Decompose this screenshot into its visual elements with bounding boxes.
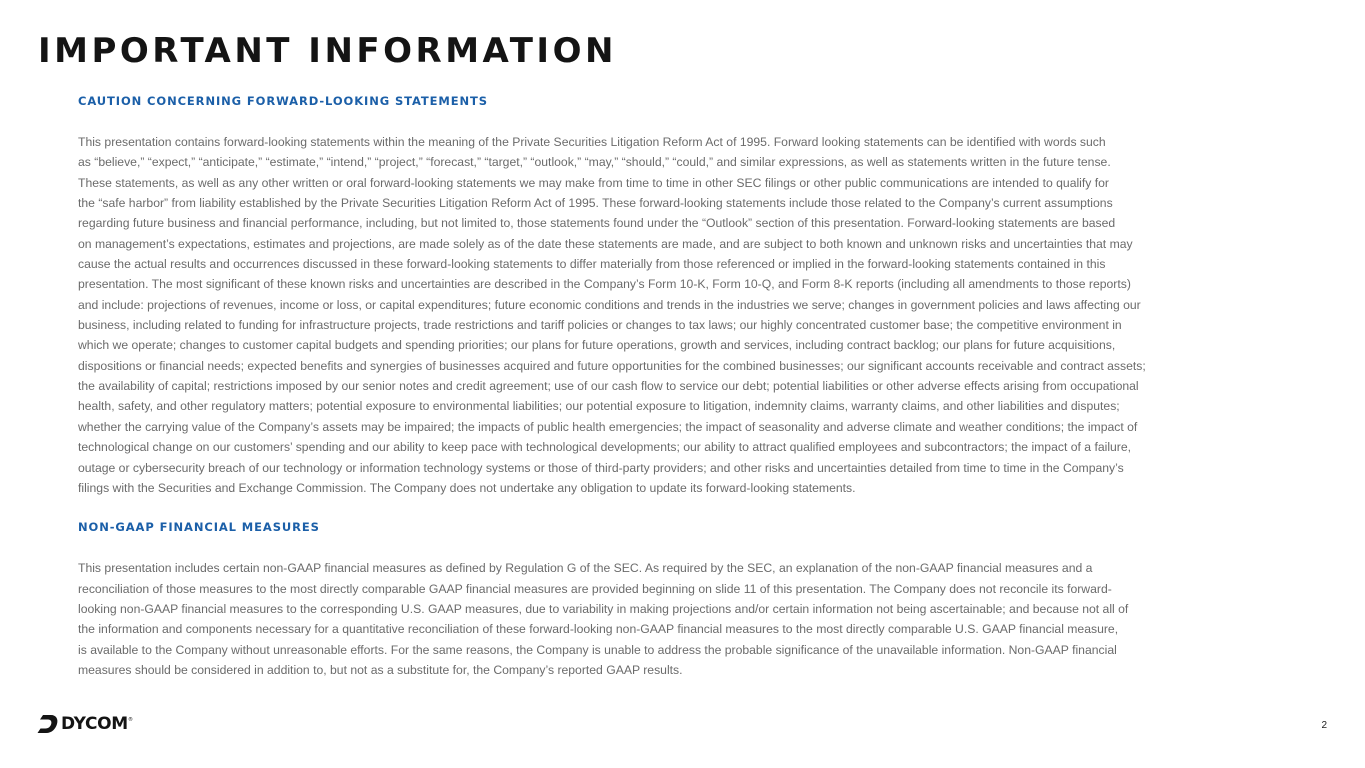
paragraph-line: is available to the Company without unreasonable efforts. For the same reasons, the Company is unable to address the probable significance of the unavailable information. Non-GAAP financial: [78, 642, 1117, 657]
logo-trademark: ®: [127, 717, 133, 723]
forward-looking-heading: CAUTION CONCERNING FORWARD-LOOKING STATEMENTS: [78, 94, 488, 108]
content-area: [78, 92, 1284, 680]
non-gaap-paragraph: [78, 558, 1284, 680]
paragraph-line: These statements, as well as any other written or oral forward-looking statements we may make from time to time in other SEC filings or other public communications are intended to qualify for: [78, 175, 1109, 190]
paragraph-line: outage or cybersecurity breach of our technology or information technology systems or those of third-party providers; and other risks and uncertainties detailed from time to time in the Company’s: [78, 460, 1124, 475]
paragraph-line: the availability of capital; restrictions imposed by our senior notes and credit agreement; use of our cash flow to service our debt; potential liabilities or other adverse effects arising from occupational: [78, 379, 1139, 394]
paragraph-line: the “safe harbor” from liability established by the Private Securities Litigation Reform Act of 1995. These forward-looking statements include those related to the Company’s current assumptions: [78, 196, 1113, 211]
forward-looking-paragraph: [78, 132, 1284, 498]
paragraph-line: and include: projections of revenues, income or loss, or capital expenditures; future economic conditions and trends in the industries we serve; changes in government policies and laws affecting our: [78, 297, 1141, 312]
paragraph-line: health, safety, and other regulatory matters; potential exposure to environmental liabilities; our potential exposure to litigation, indemnity claims, warranty claims, and other liabilities and disputes;: [78, 399, 1120, 414]
dycom-logo-mark-icon: [37, 714, 59, 734]
page-title: IMPORTANT INFORMATION: [38, 31, 617, 71]
paragraph-line: business, including related to funding for infrastructure projects, trade restrictions and tariff policies or changes to tax laws; our highly concentrated customer base; the competitive environment in: [78, 318, 1122, 333]
paragraph-line: cause the actual results and occurrences discussed in these forward-looking statements to differ materially from those referenced or implied in the forward-looking statements contained in this: [78, 257, 1106, 272]
paragraph-line: technological change on our customers’ spending and our ability to keep pace with technological developments; our ability to attract qualified employees and subcontractors; the impact of a failure,: [78, 440, 1132, 455]
paragraph-line: which we operate; changes to customer capital budgets and spending priorities; our plans for future operations, growth and services, including contract backlog; our plans for future acquisitions,: [78, 338, 1116, 353]
paragraph-line: on management’s expectations, estimates and projections, are made solely as of the date these statements are made, and are subject to both known and unknown risks and uncertainties that may: [78, 236, 1133, 251]
paragraph-line: This presentation includes certain non-GAAP financial measures as defined by Regulation G of the SEC. As required by the SEC, an explanation of the non-GAAP financial measures and a: [78, 561, 1093, 576]
paragraph-line: reconciliation of those measures to the most directly comparable GAAP financial measures are provided beginning on slide 11 of this presentation. The Company does not reconcile its forward-: [78, 581, 1112, 596]
paragraph-line: dispositions or financial needs; expected benefits and synergies of businesses acquired and future opportunities for the combined businesses; our significant accounts receivable and contract assets;: [78, 358, 1146, 373]
paragraph-line: looking non-GAAP financial measures to the corresponding U.S. GAAP measures, due to variability in making projections and/or certain information not being ascertainable; and because not all of: [78, 601, 1129, 616]
paragraph-line: filings with the Securities and Exchange Commission. The Company does not undertake any obligation to update its forward-looking statements.: [78, 480, 856, 495]
dycom-logo: [37, 714, 133, 734]
logo-text: DYCOM: [61, 714, 128, 734]
non-gaap-heading: NON-GAAP FINANCIAL MEASURES: [78, 520, 320, 535]
paragraph-line: whether the carrying value of the Company’s assets may be impaired; the impacts of public health emergencies; the impact of seasonality and adverse climate and weather conditions; the impact of: [78, 419, 1138, 434]
paragraph-line: as “believe,” “expect,” “anticipate,” “estimate,” “intend,” “project,” “forecast,” “target,” “outlook,” “may,” “should,” “could,” and similar expressions, as well as statements written in the future tense.: [78, 155, 1111, 170]
paragraph-line: regarding future business and financial performance, including, but not limited to, those statements found under the “Outlook” section of this presentation. Forward-looking statements are based: [78, 216, 1116, 231]
page-number: 2: [1321, 720, 1327, 731]
paragraph-line: presentation. The most significant of these known risks and uncertainties are described in the Company’s Form 10-K, Form 10-Q, and Form 8-K reports (including all amendments to those reports): [78, 277, 1131, 292]
paragraph-line: This presentation contains forward-looking statements within the meaning of the Private Securities Litigation Reform Act of 1995. Forward looking statements can be identified with words such: [78, 135, 1106, 149]
paragraph-line: the information and components necessary for a quantitative reconciliation of these forward-looking non-GAAP financial measures to the most directly comparable U.S. GAAP financial measure,: [78, 622, 1119, 637]
paragraph-line: measures should be considered in addition to, but not as a substitute for, the Company’s reported GAAP results.: [78, 662, 683, 677]
